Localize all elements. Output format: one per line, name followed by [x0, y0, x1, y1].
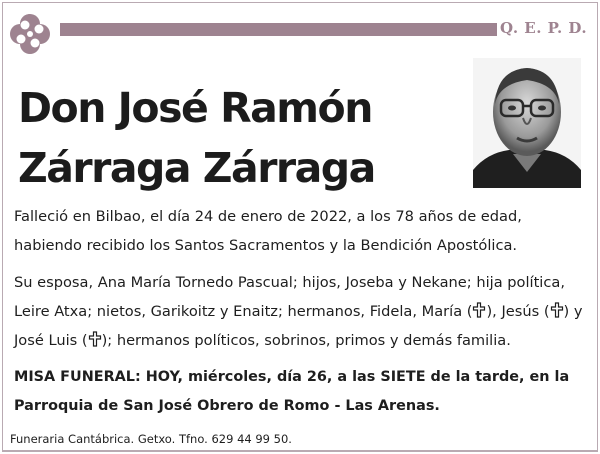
family-text-4: ); hermanos políticos, sobrinos, primos y demás familia.	[101, 332, 511, 349]
qepd-heading: Q. E. P. D.	[500, 19, 588, 37]
name-line-1: Don José Ramón	[18, 84, 372, 132]
family-text-2: ), Jesús (	[486, 303, 550, 320]
family-text-3: ) y José Luis (	[14, 303, 583, 349]
cross-icon	[88, 331, 102, 347]
funeral-home-footer: Funeraria Cantábrica. Getxo. Tfno. 629 44 99 50.	[10, 432, 292, 446]
cross-icon	[550, 302, 564, 318]
family-list	[14, 268, 586, 355]
lauburu-icon	[6, 10, 54, 58]
death-announcement: Falleció en Bilbao, el día 24 de enero de 2022, a los 78 años de edad, habiendo recibido los Santos Sacramentos y la Bendición Apostólica.	[14, 208, 522, 254]
header-bar	[60, 23, 497, 36]
funeral-mass-info: MISA FUNERAL: HOY, miércoles, día 26, a las SIETE de la tarde, en la Parroquia de San José Obrero de Romo - Las Arenas.	[14, 369, 570, 414]
notice-body	[14, 202, 586, 429]
family-text-1: Su esposa, Ana María Tornedo Pascual; hijos, Joseba y Nekane; hija política, Leire Atxa; nietos, Garikoitz y Enaitz; hermanos, Fidela, María (	[14, 274, 565, 320]
name-line-2: Zárraga Zárraga	[18, 144, 375, 192]
deceased-name	[18, 78, 458, 198]
bottom-divider	[2, 450, 597, 452]
portrait-photo	[473, 58, 581, 188]
cross-icon	[472, 302, 486, 318]
